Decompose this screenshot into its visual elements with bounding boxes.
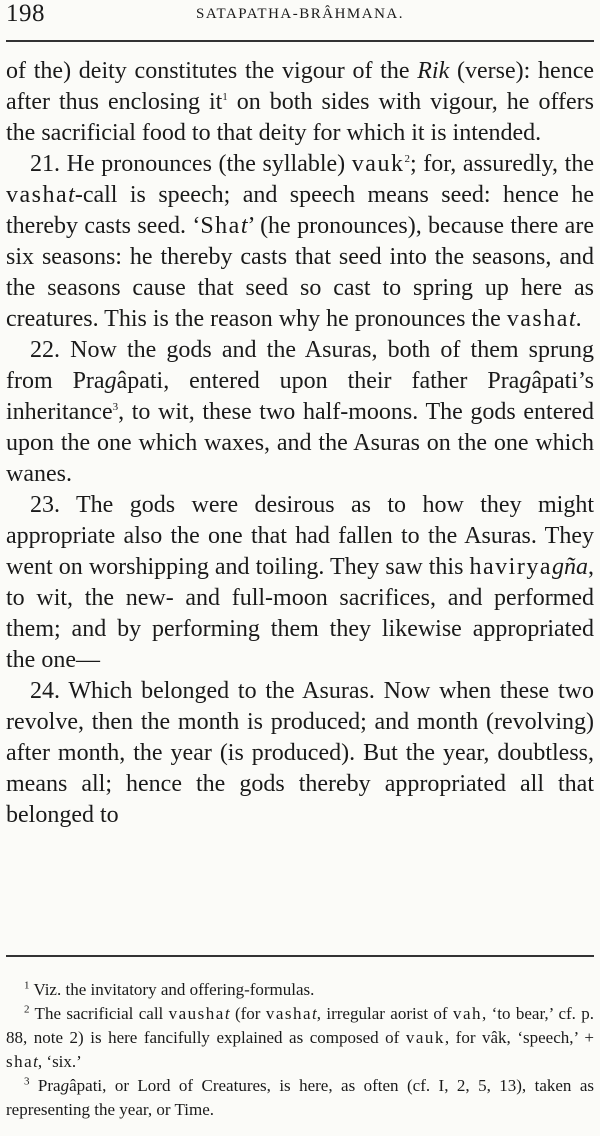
italic-text: Rik — [417, 58, 450, 84]
italic-text: t — [312, 1004, 317, 1023]
footnote-marker: 3 — [112, 401, 119, 413]
spaced-term: sha — [6, 1052, 34, 1071]
footnotes — [6, 978, 594, 1122]
spaced-term: vauk — [351, 151, 405, 177]
text-run: 24. Which belonged to the Asuras. Now when these two revolve, then the month is produced; and month (revolving) after month, the year (is produced). But the year, doubtless, means all; hence the gods thereby appropriated all that belonged to — [6, 678, 594, 828]
spaced-term: vah — [452, 1004, 482, 1023]
body-text — [6, 56, 594, 831]
text-run: on both sides with vigour, he offers the sacrificial food to that deity for which it is intended. — [6, 89, 594, 146]
text-run: Pra — [29, 1076, 61, 1095]
footnote-marker: 1 — [24, 979, 30, 992]
paragraph-22 — [6, 335, 594, 490]
italic-text: g — [104, 368, 117, 394]
spaced-term: vasha — [506, 306, 569, 332]
footnote-rule — [6, 955, 594, 957]
italic-text: t — [568, 306, 576, 332]
paragraph-24 — [6, 676, 594, 831]
spaced-term: havirya — [469, 554, 552, 580]
spaced-term: vauk — [405, 1028, 445, 1047]
paragraph-continued — [6, 56, 594, 149]
text-run: 21. He pronounces (the syllable) — [30, 151, 352, 177]
italic-text: gña — [552, 554, 588, 580]
spaced-term: Sha — [200, 213, 241, 239]
text-run: . — [575, 306, 582, 332]
text-run: âpati’s inheritance — [6, 368, 594, 425]
footnote-marker: 1 — [222, 91, 228, 103]
italic-text: g — [519, 368, 532, 394]
text-run: of the) deity constitutes the vigour of the — [6, 58, 418, 84]
text-run: -call is speech; and speech means seed: hence he thereby casts seed. ‘ — [6, 182, 594, 239]
footnote-2 — [6, 1002, 594, 1074]
text-run: 23. The gods were desirous as to how they might appropriate also the one that had fallen to the Asuras. They went on worshipping and toiling. They saw this — [6, 492, 594, 580]
text-run: , to wit, the new- and full-moon sacrifices, and performed them; and by performing them they likewise appropriated the one— — [6, 554, 594, 673]
text-run: âpati, entered upon their father Pra — [116, 368, 520, 394]
text-run: (verse): hence after thus enclosing it — [6, 58, 594, 115]
page-number: 198 — [6, 0, 45, 27]
spaced-term: vausha — [168, 1004, 225, 1023]
footnote-marker: 2 — [404, 153, 410, 165]
footnote-marker: 3 — [24, 1075, 30, 1088]
page-header — [6, 0, 594, 30]
footnote-1 — [6, 978, 594, 1002]
text-run: , ‘to bear,’ cf. p. 88, note 2) is here fancifully explained as composed of — [6, 1004, 595, 1047]
italic-text: t — [240, 213, 248, 239]
italic-text: g — [60, 1076, 70, 1095]
text-run: The sacrificial call — [29, 1004, 169, 1023]
text-run: , to wit, these two half-moons. The gods entered upon the one which waxes, and the Asuras on the one which wanes. — [6, 399, 594, 487]
italic-text: t — [33, 1052, 38, 1071]
footnote-3 — [6, 1074, 594, 1122]
text-run: ’ (he pronounces), because there are six seasons: he thereby casts that seed into the seasons, and the seasons cause that seed so cast to spring up here as creatures. This is the reason why he pronounces the — [6, 213, 594, 332]
spaced-term: vasha — [265, 1004, 313, 1023]
text-run: , ‘six.’ — [37, 1052, 82, 1071]
spaced-term: vasha — [6, 182, 69, 208]
text-run: âpati, or Lord of Creatures, is here, as often (cf. I, 2, 5, 13), taken as representing the year, or Time. — [6, 1076, 595, 1119]
paragraph-21 — [6, 149, 594, 335]
paragraph-23 — [6, 490, 594, 676]
text-run: Viz. the invitatory and offering-formulas. — [29, 980, 315, 999]
italic-text: t — [68, 182, 75, 208]
text-run: , for vâk, ‘speech,’ + — [444, 1028, 594, 1047]
text-run: (for — [229, 1004, 266, 1023]
text-run: 22. Now the gods and the Asuras, both of them sprung from Pra — [6, 337, 594, 394]
italic-text: t — [224, 1004, 230, 1023]
text-run: ; for, assuredly, the — [409, 151, 594, 177]
header-rule — [6, 40, 594, 42]
footnote-marker: 2 — [24, 1003, 30, 1016]
running-head: SATAPATHA-BRÂHMANA. — [195, 6, 405, 22]
text-run: , irregular aorist of — [316, 1004, 453, 1023]
